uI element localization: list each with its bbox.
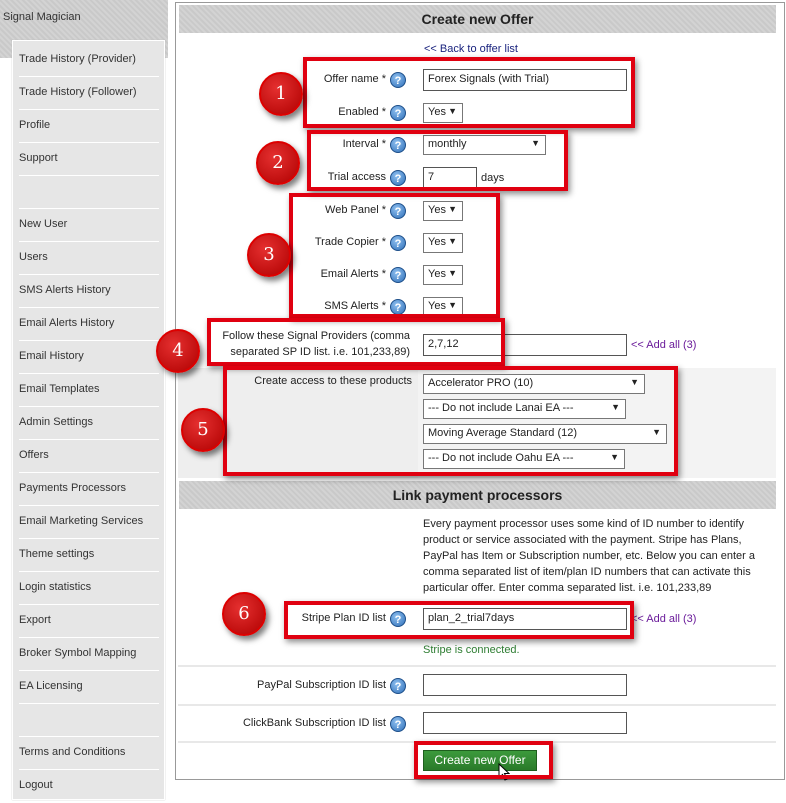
sms-alerts-value: Yes xyxy=(428,300,446,312)
sidebar-item[interactable]: SMS Alerts History xyxy=(19,275,159,308)
email-alerts-value: Yes xyxy=(428,268,446,280)
trade-copier-label: Trade Copier * xyxy=(314,236,386,248)
highlight-box xyxy=(307,130,568,191)
web-panel-label: Web Panel * xyxy=(325,204,386,216)
clickbank-label: ClickBank Subscription ID list xyxy=(242,717,386,729)
highlight-box xyxy=(284,601,634,639)
divider xyxy=(178,704,776,706)
callout-badge: 1 xyxy=(259,72,303,116)
interval-label: Interval * xyxy=(342,138,386,150)
product-value: --- Do not include Lanai EA --- xyxy=(428,402,574,414)
highlight-box xyxy=(303,57,635,128)
help-icon[interactable]: ? xyxy=(390,137,406,153)
sidebar-item[interactable]: Theme settings xyxy=(19,539,159,572)
callout-badge: 3 xyxy=(247,233,291,277)
products-label: Create access to these products xyxy=(254,375,412,387)
sidebar-item[interactable]: Profile xyxy=(19,110,159,143)
offer-name-input[interactable]: Forex Signals (with Trial) xyxy=(423,69,627,91)
highlight-box xyxy=(289,193,500,318)
follow-providers-label: Follow these Signal Providers (comma xyxy=(222,330,410,342)
callout-badge: 2 xyxy=(256,141,300,185)
offer-name-label: Offer name * xyxy=(323,73,386,85)
callout-badge: 4 xyxy=(156,329,200,373)
chevron-down-icon: ▼ xyxy=(448,106,457,116)
sidebar-item[interactable]: Offers xyxy=(19,440,159,473)
sidebar-item[interactable]: Login statistics xyxy=(19,572,159,605)
sidebar-item[interactable]: Email History xyxy=(19,341,159,374)
sidebar-item xyxy=(19,704,159,737)
sidebar-item[interactable]: Admin Settings xyxy=(19,407,159,440)
product-value: --- Do not include Oahu EA --- xyxy=(428,452,574,464)
enabled-label: Enabled * xyxy=(338,106,386,118)
help-icon[interactable]: ? xyxy=(390,678,406,694)
clickbank-input[interactable] xyxy=(423,712,627,734)
trial-unit: days xyxy=(481,172,505,184)
highlight-box xyxy=(414,741,553,779)
sidebar-item[interactable]: Logout xyxy=(19,770,159,803)
enabled-value: Yes xyxy=(428,106,446,118)
sidebar-item[interactable]: Users xyxy=(19,242,159,275)
callout-badge: 6 xyxy=(222,592,266,636)
trial-access-label: Trial access xyxy=(327,171,386,183)
follow-add-all-link[interactable]: << Add all (3) xyxy=(631,339,697,351)
payment-processors-title: Link payment processors xyxy=(179,481,776,509)
chevron-down-icon: ▼ xyxy=(448,236,457,246)
highlight-box xyxy=(223,366,678,476)
web-panel-value: Yes xyxy=(428,204,446,216)
stripe-label: Stripe Plan ID list xyxy=(301,612,386,624)
create-offer-title: Create new Offer xyxy=(179,5,776,33)
help-icon[interactable]: ? xyxy=(390,235,406,251)
chevron-down-icon: ▼ xyxy=(531,138,540,148)
paypal-input[interactable] xyxy=(423,674,627,696)
highlight-box xyxy=(207,318,505,366)
help-icon[interactable]: ? xyxy=(390,203,406,219)
paypal-label: PayPal Subscription ID list xyxy=(257,679,386,691)
help-icon[interactable]: ? xyxy=(390,170,406,186)
back-to-offer-list-link[interactable]: << Back to offer list xyxy=(424,43,518,55)
help-icon[interactable]: ? xyxy=(390,716,406,732)
sidebar-item[interactable]: Trade History (Follower) xyxy=(19,77,159,110)
help-icon[interactable]: ? xyxy=(390,105,406,121)
follow-providers-label-2: separated SP ID list. i.e. 101,233,89) xyxy=(230,346,410,358)
help-icon[interactable]: ? xyxy=(390,72,406,88)
chevron-down-icon: ▼ xyxy=(448,300,457,310)
brand-name: Signal Magician xyxy=(3,11,81,23)
payment-description: Every payment processor uses some kind of ID number to identify product or service associated with the payment. Stripe has Plans, PayPal has Item or Subscription number, etc. Below you can enter a comma separated list of item/plan ID numbers that can activate this particular offer. Enter comma separated list. i.e. 101,233,89 xyxy=(423,518,756,594)
chevron-down-icon: ▼ xyxy=(448,204,457,214)
email-alerts-label: Email Alerts * xyxy=(320,268,386,280)
follow-providers-input[interactable]: 2,7,12 xyxy=(423,334,627,356)
sidebar-item[interactable]: Email Alerts History xyxy=(19,308,159,341)
sidebar-item[interactable]: Email Marketing Services xyxy=(19,506,159,539)
stripe-add-all-link[interactable]: << Add all (3) xyxy=(631,613,697,625)
chevron-down-icon: ▼ xyxy=(610,452,619,462)
sidebar-item[interactable]: EA Licensing xyxy=(19,671,159,704)
divider xyxy=(178,665,776,667)
stripe-plan-input[interactable]: plan_2_trial7days xyxy=(423,608,627,630)
interval-value: monthly xyxy=(428,138,467,150)
sidebar-item[interactable]: Support xyxy=(19,143,159,176)
sidebar-item[interactable]: Export xyxy=(19,605,159,638)
sidebar-menu xyxy=(12,40,165,800)
help-icon[interactable]: ? xyxy=(390,611,406,627)
trial-access-input[interactable]: 7 xyxy=(423,167,477,189)
help-icon[interactable]: ? xyxy=(390,267,406,283)
sidebar-item[interactable]: Broker Symbol Mapping xyxy=(19,638,159,671)
sidebar-item[interactable]: Email Templates xyxy=(19,374,159,407)
product-value: Accelerator PRO (10) xyxy=(428,377,534,389)
sms-alerts-label: SMS Alerts * xyxy=(324,300,386,312)
sidebar-item[interactable]: Trade History (Provider) xyxy=(19,44,159,77)
callout-badge: 5 xyxy=(181,408,225,452)
sidebar-item[interactable]: Terms and Conditions xyxy=(19,737,159,770)
chevron-down-icon: ▼ xyxy=(611,402,620,412)
trade-copier-value: Yes xyxy=(428,236,446,248)
chevron-down-icon: ▼ xyxy=(652,427,661,437)
chevron-down-icon: ▼ xyxy=(630,377,639,387)
sidebar-item[interactable]: New User xyxy=(19,209,159,242)
product-value: Moving Average Standard (12) xyxy=(428,427,577,439)
create-offer-button[interactable]: Create new Offer xyxy=(423,750,537,771)
sidebar-item xyxy=(19,176,159,209)
help-icon[interactable]: ? xyxy=(390,299,406,315)
stripe-status: Stripe is connected. xyxy=(423,644,520,656)
sidebar-item[interactable]: Payments Processors xyxy=(19,473,159,506)
chevron-down-icon: ▼ xyxy=(448,268,457,278)
